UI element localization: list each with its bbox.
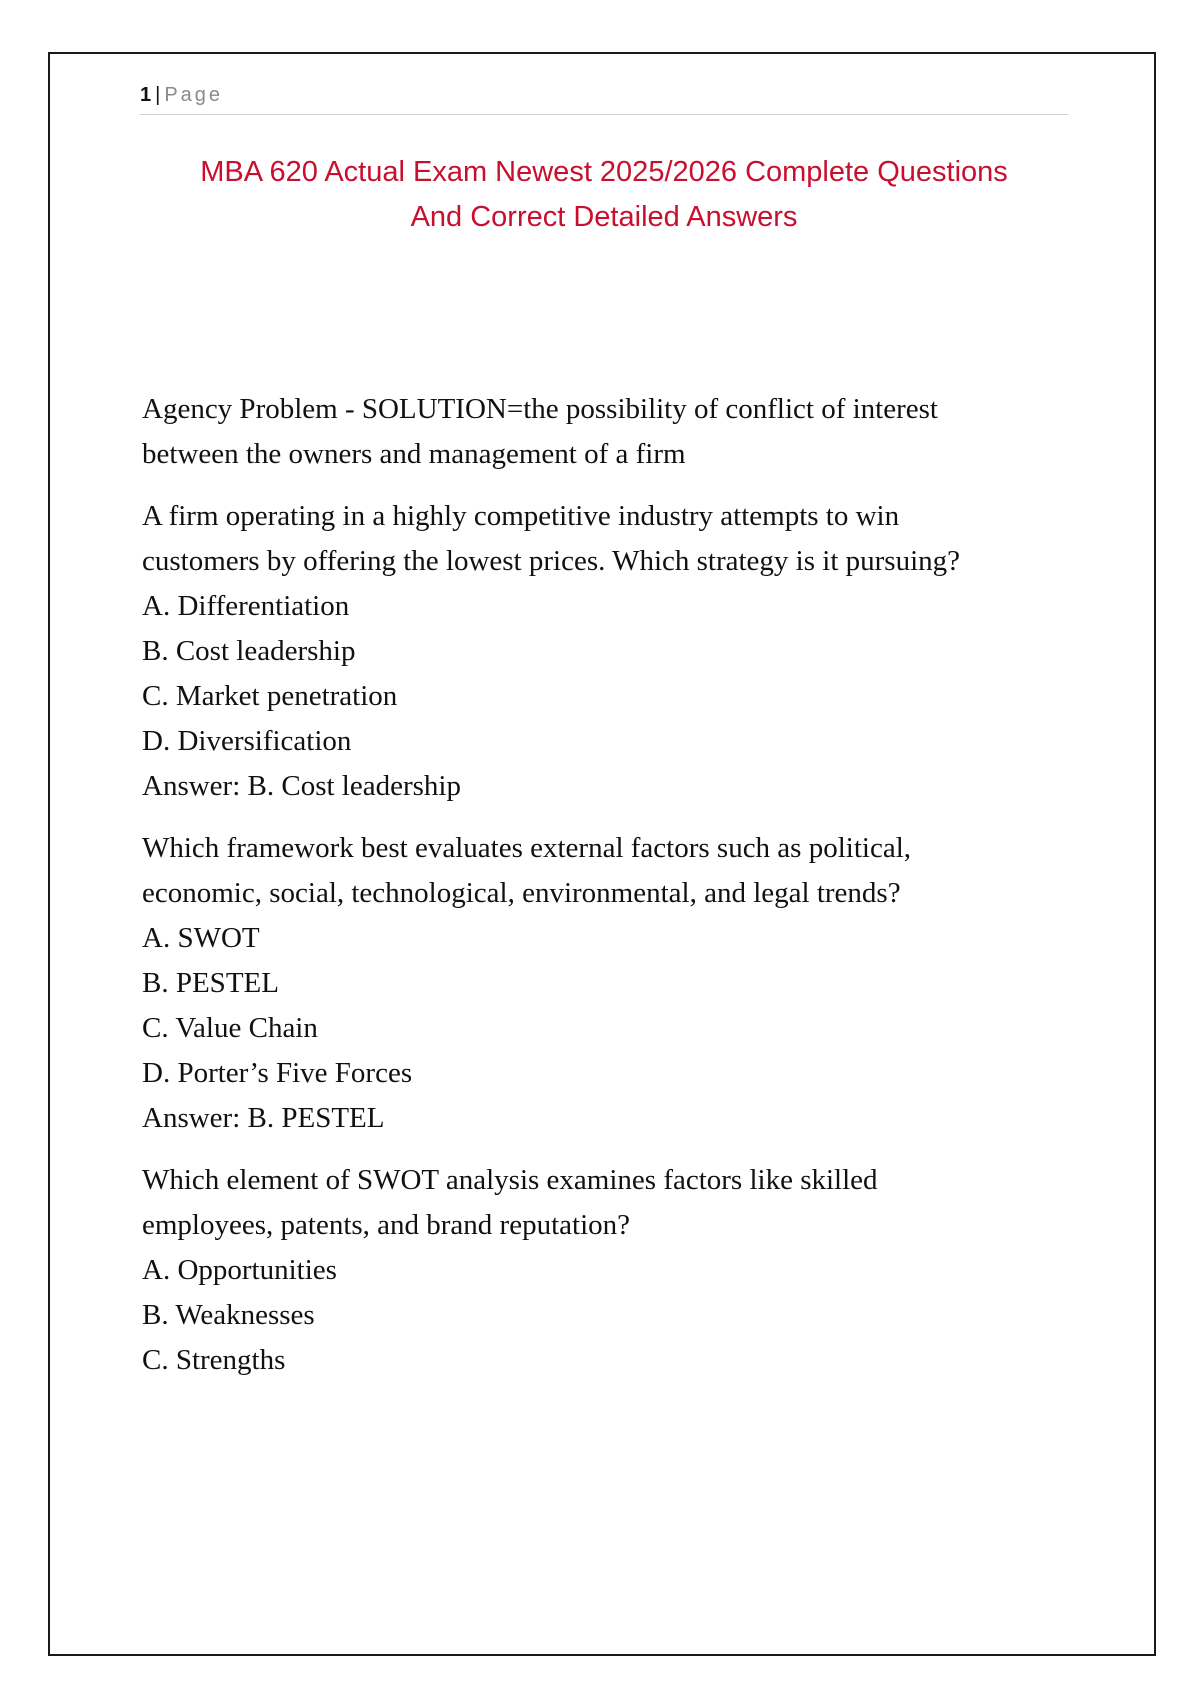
question-prompt-line: Which element of SWOT analysis examines factors like skilled bbox=[142, 1164, 878, 1196]
question-prompt-line: economic, social, technological, environmental, and legal trends? bbox=[142, 877, 901, 909]
document-body bbox=[142, 387, 1062, 1400]
question-3 bbox=[142, 1158, 1062, 1383]
page-separator: | bbox=[155, 84, 161, 106]
answer-option: C. Market penetration bbox=[142, 680, 398, 712]
page-number: 1 bbox=[140, 84, 152, 106]
question-prompt-line: A firm operating in a highly competitive industry attempts to win bbox=[142, 500, 900, 532]
question-prompt-line: Which framework best evaluates external factors such as political, bbox=[142, 832, 911, 864]
answer-option: D. Diversification bbox=[142, 725, 352, 757]
definition-line-2: between the owners and management of a firm bbox=[142, 438, 686, 470]
answer-option: C. Strengths bbox=[142, 1344, 286, 1376]
question-prompt-line: customers by offering the lowest prices. Which strategy is it pursuing? bbox=[142, 545, 961, 577]
page-label: Page bbox=[164, 84, 224, 106]
answer-option: B. Weaknesses bbox=[142, 1299, 315, 1331]
answer-option: A. Differentiation bbox=[142, 590, 350, 622]
answer-option: B. Cost leadership bbox=[142, 635, 356, 667]
title-line-1: MBA 620 Actual Exam Newest 2025/2026 Complete Questions bbox=[200, 156, 1008, 188]
answer-option: D. Porter’s Five Forces bbox=[142, 1057, 413, 1089]
answer-option: B. PESTEL bbox=[142, 967, 279, 999]
answer-option: C. Value Chain bbox=[142, 1012, 318, 1044]
page-header bbox=[140, 80, 1068, 115]
answer-option: A. Opportunities bbox=[142, 1254, 337, 1286]
definition-paragraph bbox=[142, 387, 1062, 477]
document-title bbox=[140, 150, 1068, 240]
correct-answer: Answer: B. Cost leadership bbox=[142, 770, 461, 802]
question-1 bbox=[142, 494, 1062, 809]
title-line-2: And Correct Detailed Answers bbox=[410, 201, 798, 233]
correct-answer: Answer: B. PESTEL bbox=[142, 1102, 385, 1134]
question-prompt-line: employees, patents, and brand reputation? bbox=[142, 1209, 631, 1241]
definition-line-1: Agency Problem - SOLUTION=the possibility of conflict of interest bbox=[142, 393, 938, 425]
question-2 bbox=[142, 826, 1062, 1141]
answer-option: A. SWOT bbox=[142, 922, 260, 954]
